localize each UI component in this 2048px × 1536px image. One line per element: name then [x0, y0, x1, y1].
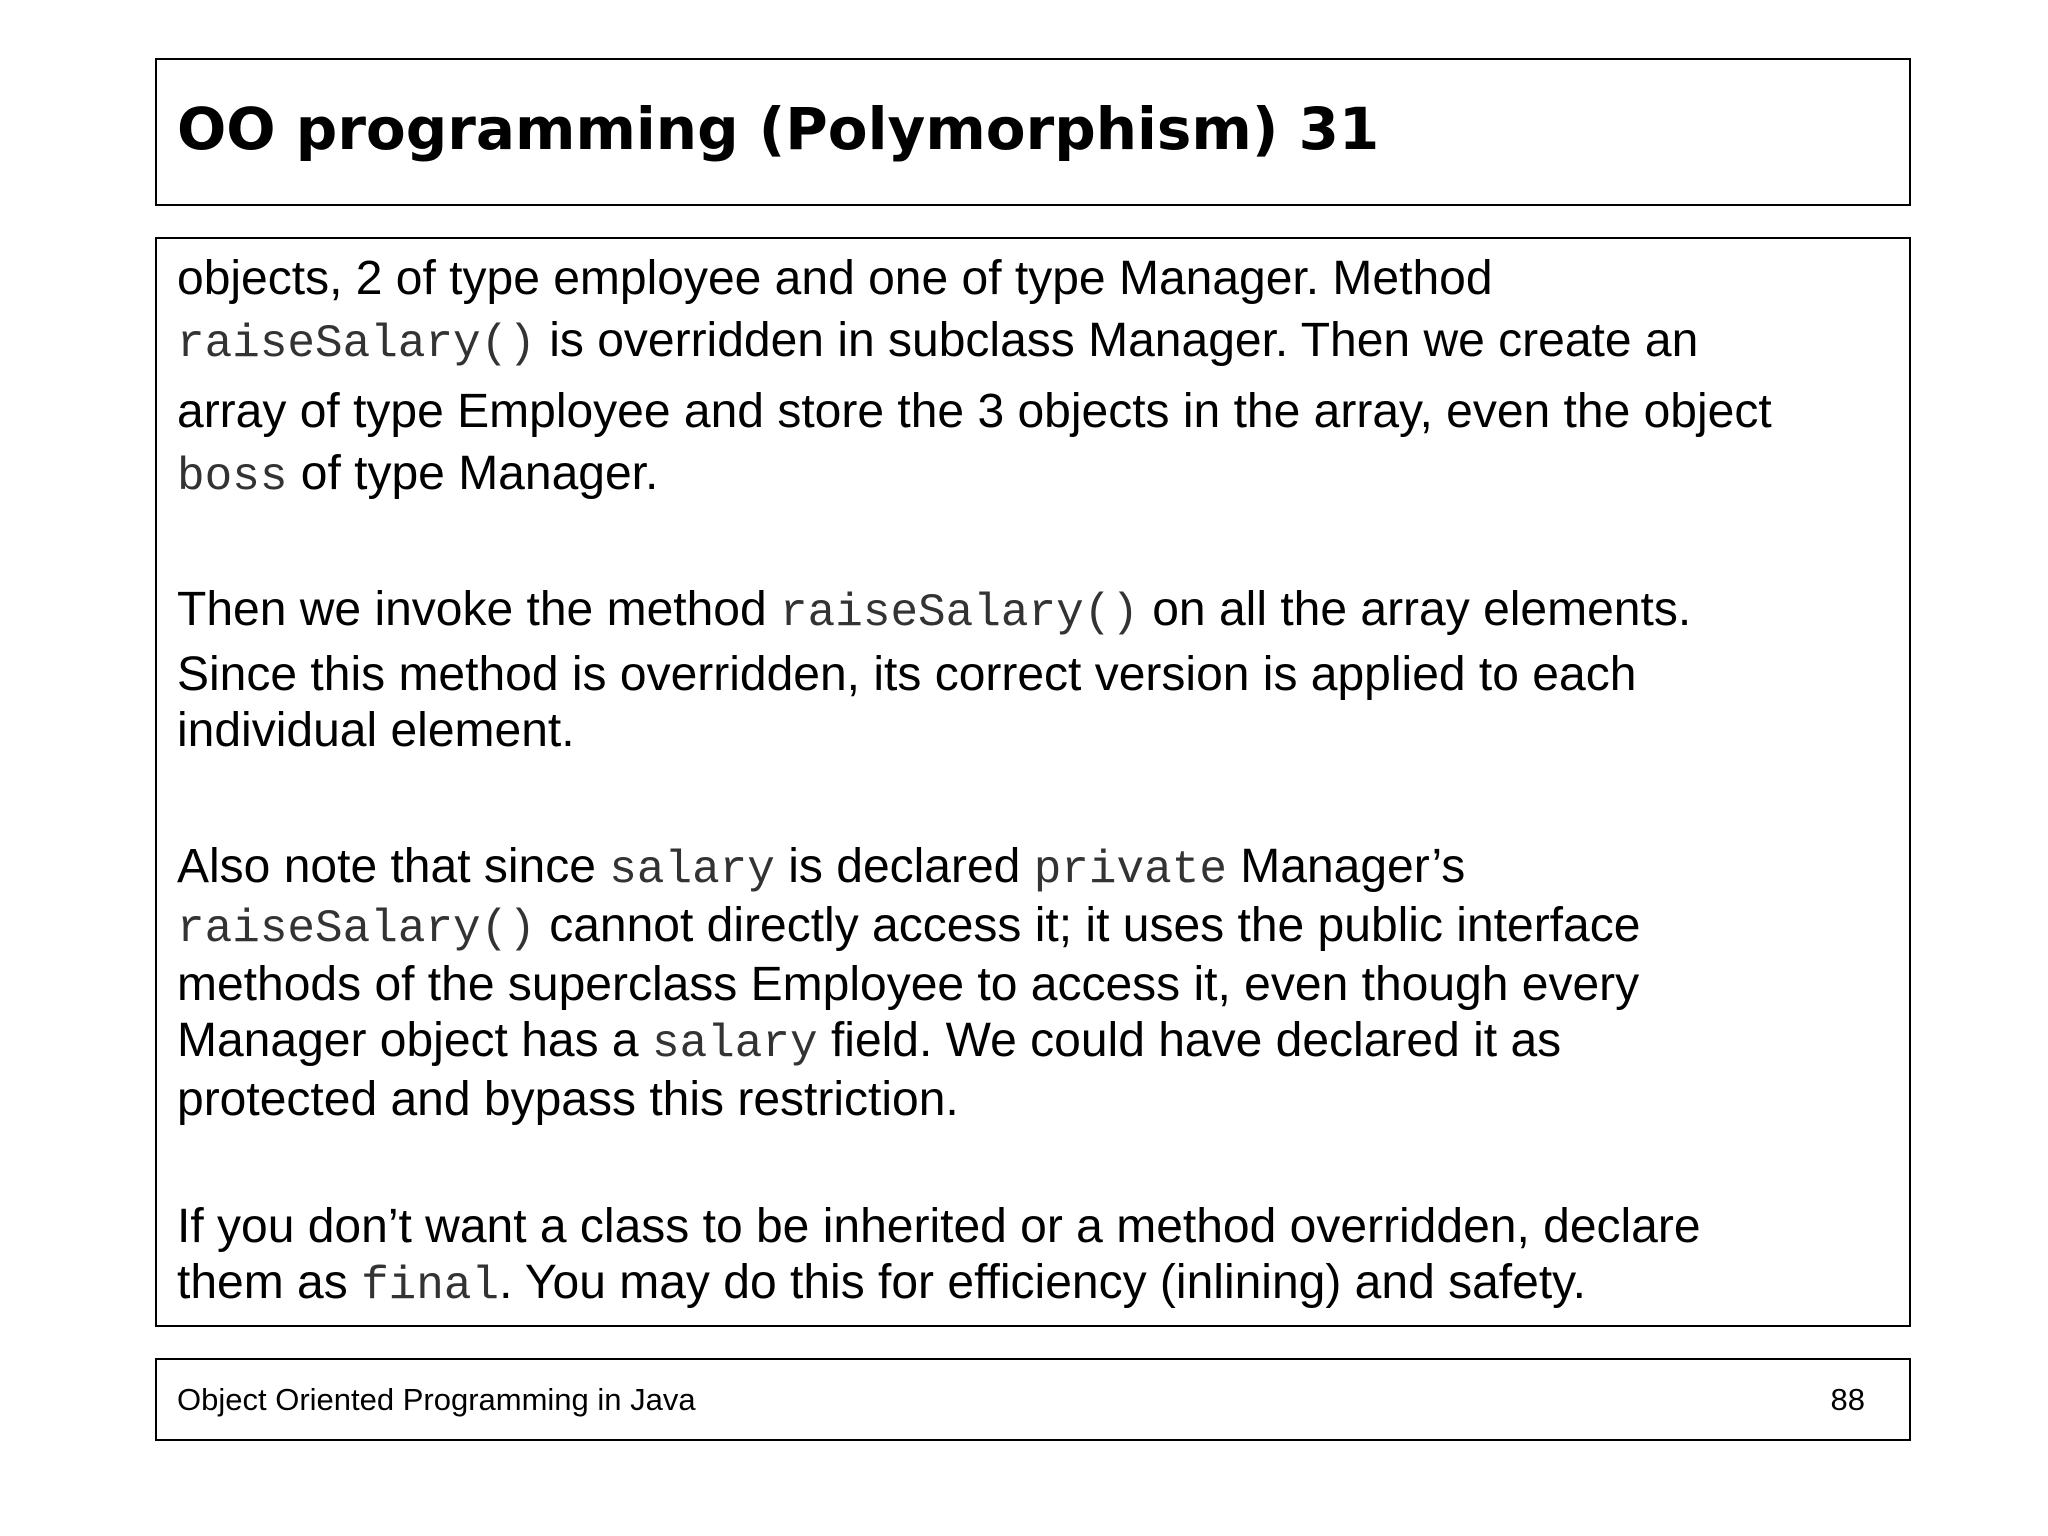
text-line — [177, 957, 1895, 1013]
code-boss: boss — [177, 451, 288, 503]
slide-title: OO programming (Polymorphism) 31 — [177, 95, 1380, 163]
text-line — [177, 446, 1895, 505]
text-span: is overridden in subclass Manager. Then we create an — [535, 314, 1699, 367]
text-span: on all the array elements. — [1138, 583, 1692, 636]
text-span: individual element. — [177, 704, 575, 757]
text-span: Since this method is overridden, its correct version is applied to each — [177, 648, 1637, 701]
text-span: Manager object has a — [177, 1014, 652, 1067]
text-line — [177, 378, 1895, 446]
title-box — [155, 58, 1911, 206]
text-span: methods of the superclass Employee to access it, even though every — [177, 958, 1640, 1011]
code-raise-salary: raiseSalary() — [780, 587, 1139, 639]
code-raise-salary: raiseSalary() — [177, 903, 536, 955]
code-raise-salary: raiseSalary() — [177, 318, 536, 370]
footer-text: Object Oriented Programming in Java — [177, 1382, 696, 1417]
text-line — [177, 576, 1895, 647]
text-span: array of type Employee and store the 3 objects in the array, even the object — [177, 385, 1772, 438]
paragraph-invoke-method — [177, 576, 1895, 759]
text-line — [177, 898, 1895, 957]
text-line — [177, 1199, 1895, 1255]
footer-box — [155, 1358, 1911, 1441]
code-private: private — [1033, 844, 1227, 896]
content-box — [155, 237, 1911, 1327]
text-span: of type Manager. — [287, 447, 659, 500]
text-span: protected and bypass this restriction. — [177, 1073, 959, 1126]
text-span: Manager’s — [1226, 840, 1466, 893]
code-salary: salary — [651, 1018, 818, 1070]
paragraph-final-keyword — [177, 1199, 1895, 1314]
text-span: them as — [177, 1256, 362, 1309]
text-span: Then we invoke the method — [177, 583, 781, 636]
text-line — [177, 647, 1895, 703]
code-salary: salary — [609, 844, 775, 896]
text-span: cannot directly access it; it uses the public interface — [535, 899, 1641, 952]
text-line — [177, 307, 1895, 378]
paragraph-private-salary — [177, 839, 1895, 1128]
text-line — [177, 251, 1895, 307]
text-span: If you don’t want a class to be inherited or a method overridden, declare — [177, 1200, 1701, 1253]
text-line — [177, 839, 1895, 898]
text-span: . You may do this for efficiency (inlining) and safety. — [499, 1256, 1586, 1309]
text-span: is declared — [774, 840, 1034, 893]
text-span: Also note that since — [177, 840, 610, 893]
code-final: final — [361, 1260, 500, 1312]
text-line — [177, 703, 1895, 759]
text-span: objects, 2 of type employee and one of type Manager. Method — [177, 252, 1493, 305]
text-span: field. We could have declared it as — [817, 1014, 1562, 1067]
text-line — [177, 1255, 1895, 1314]
text-line — [177, 1013, 1895, 1072]
page-number: 88 — [1830, 1382, 1865, 1417]
paragraph-polymorphism-array — [177, 251, 1895, 505]
text-line — [177, 1072, 1895, 1128]
